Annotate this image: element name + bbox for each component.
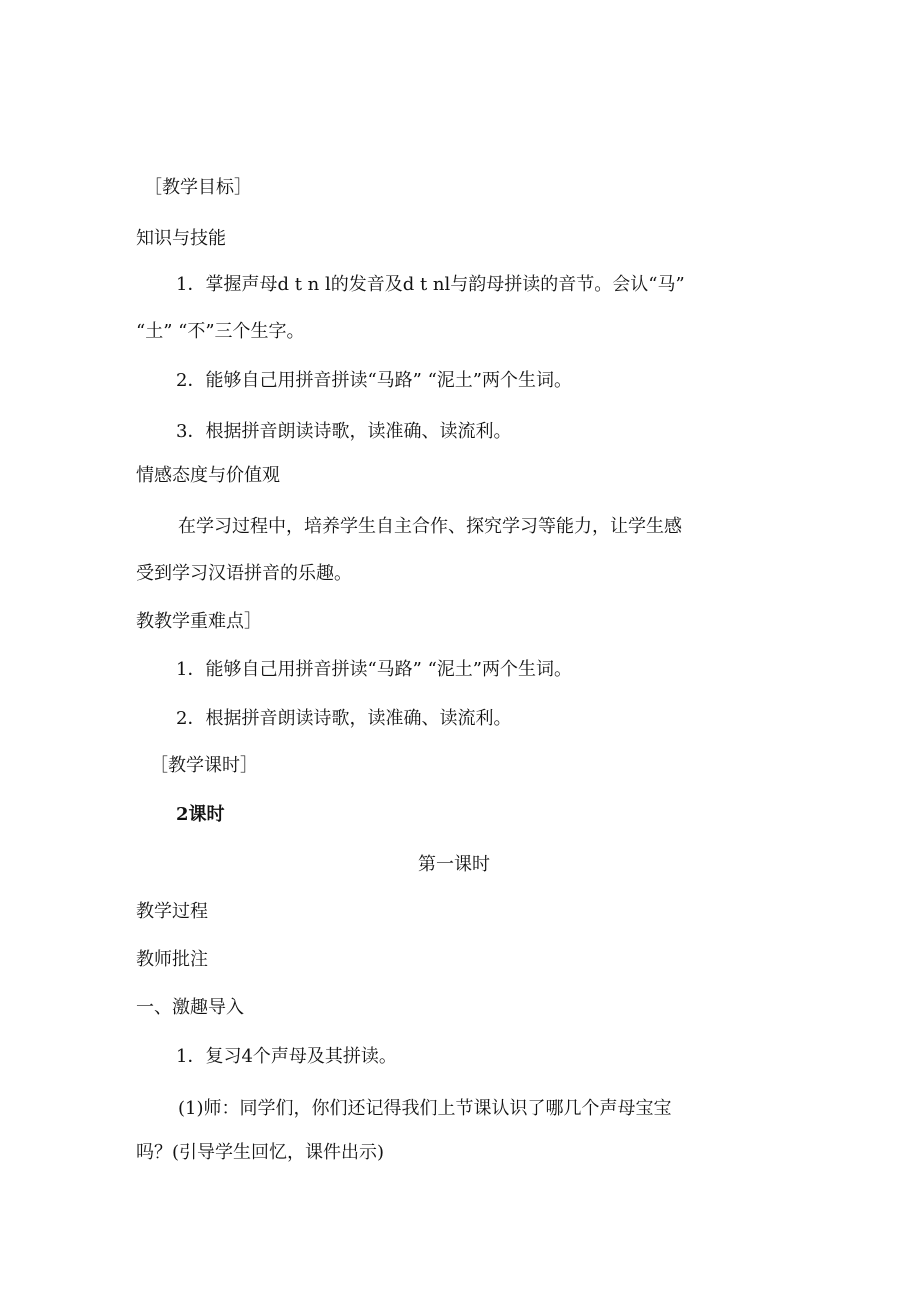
step-heading-introduction: 一、激趣导入	[136, 997, 244, 1018]
objective-item-2: 2．能够自己用拼音拼读“马路” “泥土”两个生词。	[176, 370, 572, 391]
emotion-paragraph-line-2: 受到学习汉语拼音的乐趣。	[136, 563, 352, 584]
objective-item-3: 3．根据拼音朗读诗歌，读准确、读流利。	[176, 421, 512, 442]
section-heading-key-points: 教教学重难点］	[136, 611, 262, 632]
class-hours-value: 2课时	[176, 804, 225, 825]
objective-item-1-line-1: 1．掌握声母d t n l的发音及d t nl与韵母拼读的音节。会认“马”	[176, 274, 685, 295]
subheading-teacher-notes: 教师批注	[136, 949, 208, 970]
teacher-dialogue-line-2: 吗？(引导学生回忆，课件出示)	[136, 1142, 385, 1163]
key-point-item-2: 2．根据拼音朗读诗歌，读准确、读流利。	[176, 708, 512, 729]
objective-item-1-line-2: “土” “不”三个生字。	[136, 321, 305, 342]
section-heading-teaching-objectives: ［教学目标］	[144, 177, 252, 198]
teacher-dialogue-line-1: (1)师：同学们，你们还记得我们上节课认识了哪几个声母宝宝	[178, 1098, 672, 1119]
emotion-paragraph-line-1: 在学习过程中，培养学生自主合作、探究学习等能力，让学生感	[178, 516, 682, 537]
subheading-knowledge-skills: 知识与技能	[136, 228, 226, 249]
step-item-review: 1．复习4个声母及其拼读。	[176, 1046, 397, 1067]
section-heading-class-hours: ［教学课时］	[150, 755, 258, 776]
subheading-emotion-values: 情感态度与价值观	[136, 465, 280, 486]
subheading-teaching-process: 教学过程	[136, 901, 208, 922]
lesson-title-first: 第一课时	[418, 854, 490, 875]
key-point-item-1: 1．能够自己用拼音拼读“马路” “泥土”两个生词。	[176, 659, 572, 680]
